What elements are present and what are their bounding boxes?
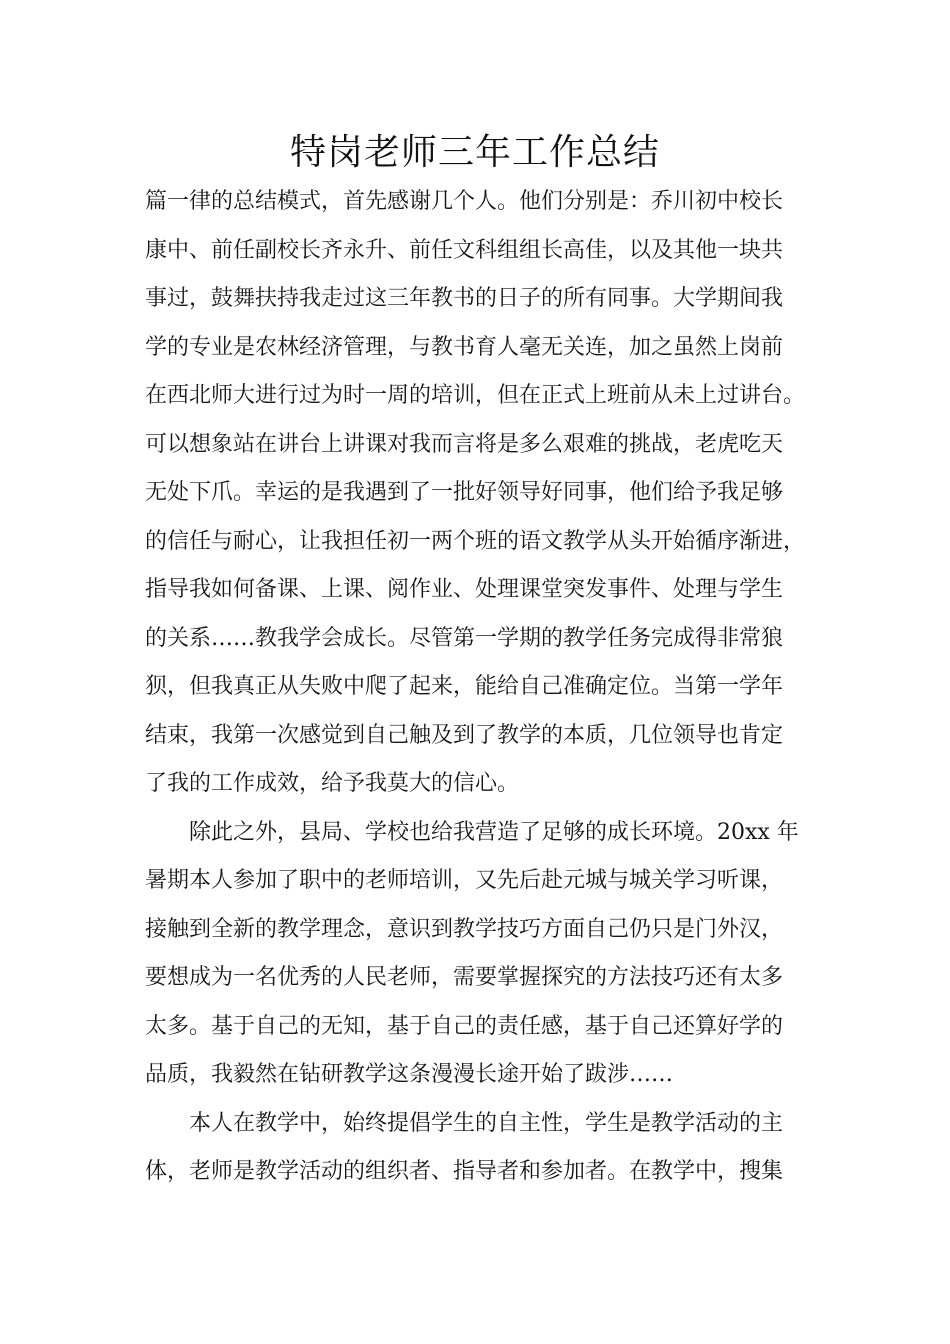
paragraph-line: 指导我如何备课、上课、阅作业、处理课堂突发事件、处理与学生 <box>145 577 784 602</box>
paragraph-line: 篇一律的总结模式，首先感谢几个人。他们分别是：乔川初中校长 <box>145 189 784 214</box>
paragraph-line: 事过，鼓舞扶持我走过这三年教书的日子的所有同事。大学期间我 <box>145 286 784 311</box>
paragraph-line: 品质，我毅然在钻研教学这条漫漫长途开始了跋涉…… <box>145 1062 674 1087</box>
paragraph-line: 本人在教学中，始终提倡学生的自主性，学生是教学活动的主 <box>189 1110 784 1136</box>
document-title: 特岗老师三年工作总结 <box>289 132 660 173</box>
document-body <box>145 178 835 1197</box>
paragraph-line: 学的专业是农林经济管理，与教书育人毫无关连，加之虽然上岗前 <box>145 334 784 360</box>
paragraph-line: 的关系……教我学会成长。尽管第一学期的教学任务完成得非常狼 <box>145 625 784 651</box>
paragraph-line: 了我的工作成效，给予我莫大的信心。 <box>145 771 520 796</box>
paragraph-line: 无处下爪。幸运的是我遇到了一批好领导好同事，他们给予我足够 <box>145 480 784 505</box>
paragraph-line: 体，老师是教学活动的组织者、指导者和参加者。在教学中，搜集 <box>145 1159 784 1184</box>
paragraph-line: 可以想象站在讲台上讲课对我而言将是多么艰难的挑战，老虎吃天 <box>145 431 784 457</box>
paragraph-line: 要想成为一名优秀的人民老师，需要掌握探究的方法技巧还有太多 <box>145 965 784 990</box>
paragraph-line: 在西北师大进行过为时一周的培训，但在正式上班前从未上过讲台。 <box>145 383 806 408</box>
paragraph-line: 除此之外，县局、学校也给我营造了足够的成长环境。20xx 年 <box>189 819 799 845</box>
paragraph-line: 狈，但我真正从失败中爬了起来，能给自己准确定位。当第一学年 <box>145 674 784 699</box>
paragraph-line: 结束，我第一次感觉到自己触及到了教学的本质，几位领导也肯定 <box>145 722 784 748</box>
paragraph-line: 太多。基于自己的无知，基于自己的责任感，基于自己还算好学的 <box>145 1013 784 1039</box>
paragraph-line: 接触到全新的教学理念，意识到教学技巧方面自己仍只是门外汉， <box>145 916 784 942</box>
paragraph-line: 康中、前任副校长齐永升、前任文科组组长高佳，以及其他一块共 <box>145 237 784 263</box>
paragraph-line: 暑期本人参加了职中的老师培训，又先后赴元城与城关学习听课， <box>145 868 784 893</box>
paragraph-line: 的信任与耐心，让我担任初一两个班的语文教学从头开始循序渐进， <box>145 528 806 554</box>
